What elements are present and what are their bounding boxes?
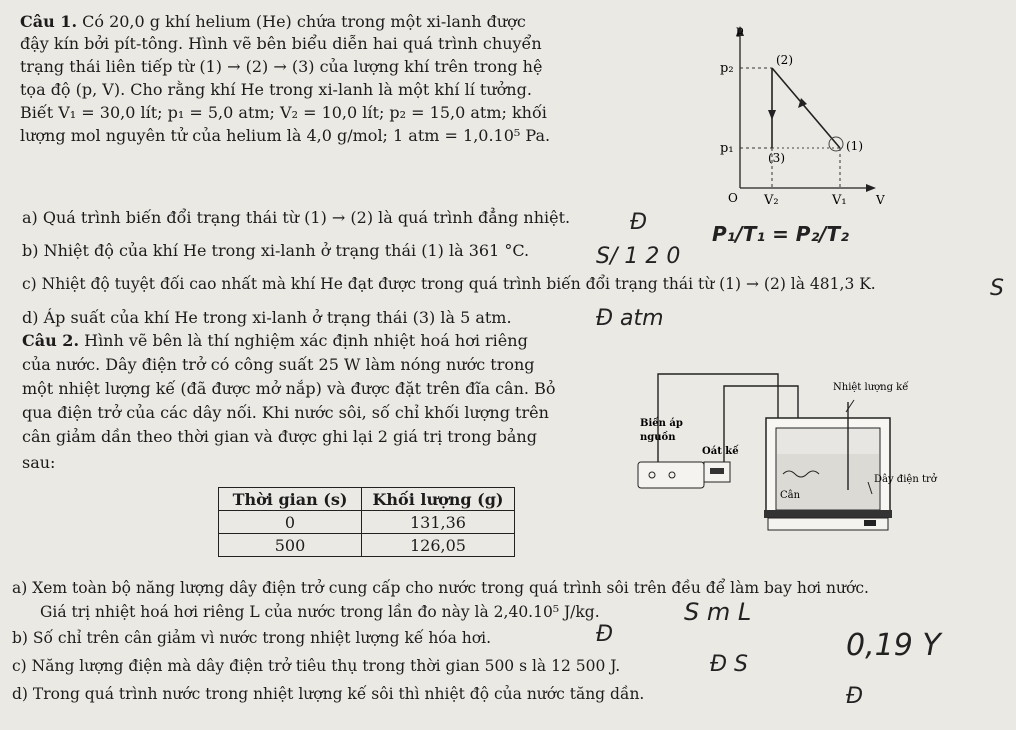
arrow-2-3-icon — [768, 110, 776, 120]
label-p: p — [736, 23, 744, 37]
process-1-2 — [772, 68, 840, 148]
q1-line-1 — [20, 12, 526, 32]
q1-statement-d: d) Áp suất của khí He trong xi-lanh ở trạng thái (3) là 5 atm. — [22, 308, 512, 327]
table-cell: 131,36 — [362, 511, 515, 534]
label-source-2: nguồn — [640, 432, 676, 443]
label-calorimeter: Nhiệt lượng kế — [833, 382, 909, 393]
q2-line-3: một nhiệt lượng kế (đã được mở nắp) và được đặt trên đĩa cân. Bỏ — [22, 379, 556, 398]
table-cell: 126,05 — [362, 534, 515, 557]
apparatus-diagram — [628, 362, 998, 532]
label-v2: V₂ — [764, 193, 779, 208]
q1-title: Câu 1. — [20, 12, 78, 31]
q2-statement-c: c) Năng lượng điện mà dây điện trở tiêu thụ trong thời gian 500 s là 12 500 J. — [12, 657, 621, 675]
q1-statement-b: b) Nhiệt độ của khí He trong xi-lanh ở trạng thái (1) là 361 °C. — [22, 241, 530, 260]
q2-line-4: qua điện trở của các dây nối. Khi nước sôi, số chỉ khối lượng trên — [22, 403, 549, 422]
label-state-3: (3) — [768, 151, 785, 165]
pv-graph — [700, 20, 890, 210]
handwritten-mark: Đ — [630, 210, 648, 235]
handwritten-mark: S/ 1 2 0 — [596, 244, 681, 269]
handwritten-mark: S m L — [684, 598, 752, 626]
label-v: V — [876, 193, 885, 207]
table-row — [219, 511, 515, 534]
wattmeter-display — [710, 468, 724, 474]
label-v1: V₁ — [832, 193, 847, 208]
q2-title: Câu 2. — [22, 331, 80, 350]
scale-display — [864, 520, 876, 526]
q2-line-5: cân giảm dần theo thời gian và được ghi lại 2 giá trị trong bảng — [22, 427, 537, 446]
v-axis-arrow-icon — [866, 184, 876, 192]
q1-line-6: lượng mol nguyên tử của helium là 4,0 g/mol; 1 atm = 1,0.10⁵ Pa. — [20, 126, 551, 145]
q2-statement-d: d) Trong quá trình nước trong nhiệt lượng kế sôi thì nhiệt độ của nước tăng dần. — [12, 685, 645, 703]
q2-intro-1: Hình vẽ bên là thí nghiệm xác định nhiệt hoá hơi riêng — [84, 331, 528, 350]
q2-statement-b: b) Số chỉ trên cân giảm vì nước trong nhiệt lượng kế hóa hơi. — [12, 629, 492, 647]
label-p1: p₁ — [720, 141, 734, 156]
q1-line-3: trạng thái liên tiếp từ (1) → (2) → (3) của lượng khí trên trong hệ — [20, 57, 543, 76]
label-origin: O — [728, 191, 738, 205]
label-p2: p₂ — [720, 61, 734, 76]
q2-line-1 — [22, 331, 528, 351]
handwritten-mark: Đ S — [710, 652, 749, 677]
q1-intro-1: Có 20,0 g khí helium (He) chứa trong một xi-lanh được — [82, 12, 526, 31]
table-header: Thời gian (s) — [219, 488, 362, 511]
q1-statement-c: c) Nhiệt độ tuyệt đối cao nhất mà khí He đạt được trong quá trình biến đổi trạng thái từ (1) → (2) là 481,3 K. — [22, 275, 876, 293]
q2-statement-a: a) Xem toàn bộ năng lượng dây điện trở cung cấp cho nước trong quá trình sôi trên đều để làm bay hơi nước. — [12, 579, 869, 597]
q1-line-4: tọa độ (p, V). Cho rằng khí He trong xi-lanh là một khí lí tưởng. — [20, 80, 532, 99]
q2-line-2: của nước. Dây điện trở có công suất 25 W làm nóng nước trong — [22, 355, 535, 374]
label-source: Biến áp — [640, 418, 683, 429]
q2-line-6: sau: — [22, 453, 56, 472]
table-cell: 500 — [219, 534, 362, 557]
handwritten-mark: Đ atm — [596, 306, 664, 331]
label-state-1: (1) — [846, 139, 863, 153]
power-source — [638, 462, 704, 488]
handwritten-mark: 0,19 Y — [846, 628, 941, 663]
q2-statement-a-2: Giá trị nhiệt hoá hơi riêng L của nước trong lần đo này là 2,40.10⁵ J/kg. — [40, 603, 600, 621]
handwritten-mark: Đ — [846, 684, 864, 709]
q1-line-2: đậy kín bởi pít-tông. Hình vẽ bên biểu diễn hai quá trình chuyển — [20, 34, 542, 53]
handwritten-mark: S — [990, 276, 1004, 301]
scale-plate — [764, 510, 892, 518]
table-cell: 0 — [219, 511, 362, 534]
calorimeter-pointer — [846, 400, 854, 412]
mass-time-table — [218, 487, 515, 557]
table-header: Khối lượng (g) — [362, 488, 515, 511]
q1-line-5: Biết V₁ = 30,0 lít; p₁ = 5,0 atm; V₂ = 10,0 lít; p₂ = 15,0 atm; khối — [20, 103, 547, 122]
label-state-2: (2) — [776, 53, 793, 67]
table-header-row — [219, 488, 515, 511]
handwritten-equation: P₁/T₁ = P₂/T₂ — [712, 222, 849, 246]
label-scale: Cân — [780, 490, 801, 501]
q1-statement-a: a) Quá trình biến đổi trạng thái từ (1) → (2) là quá trình đẳng nhiệt. — [22, 208, 571, 227]
table-row — [219, 534, 515, 557]
label-wattmeter: Oát kế — [702, 446, 739, 457]
handwritten-mark: Đ — [596, 622, 614, 647]
label-wire: Dây điện trở — [874, 474, 937, 485]
